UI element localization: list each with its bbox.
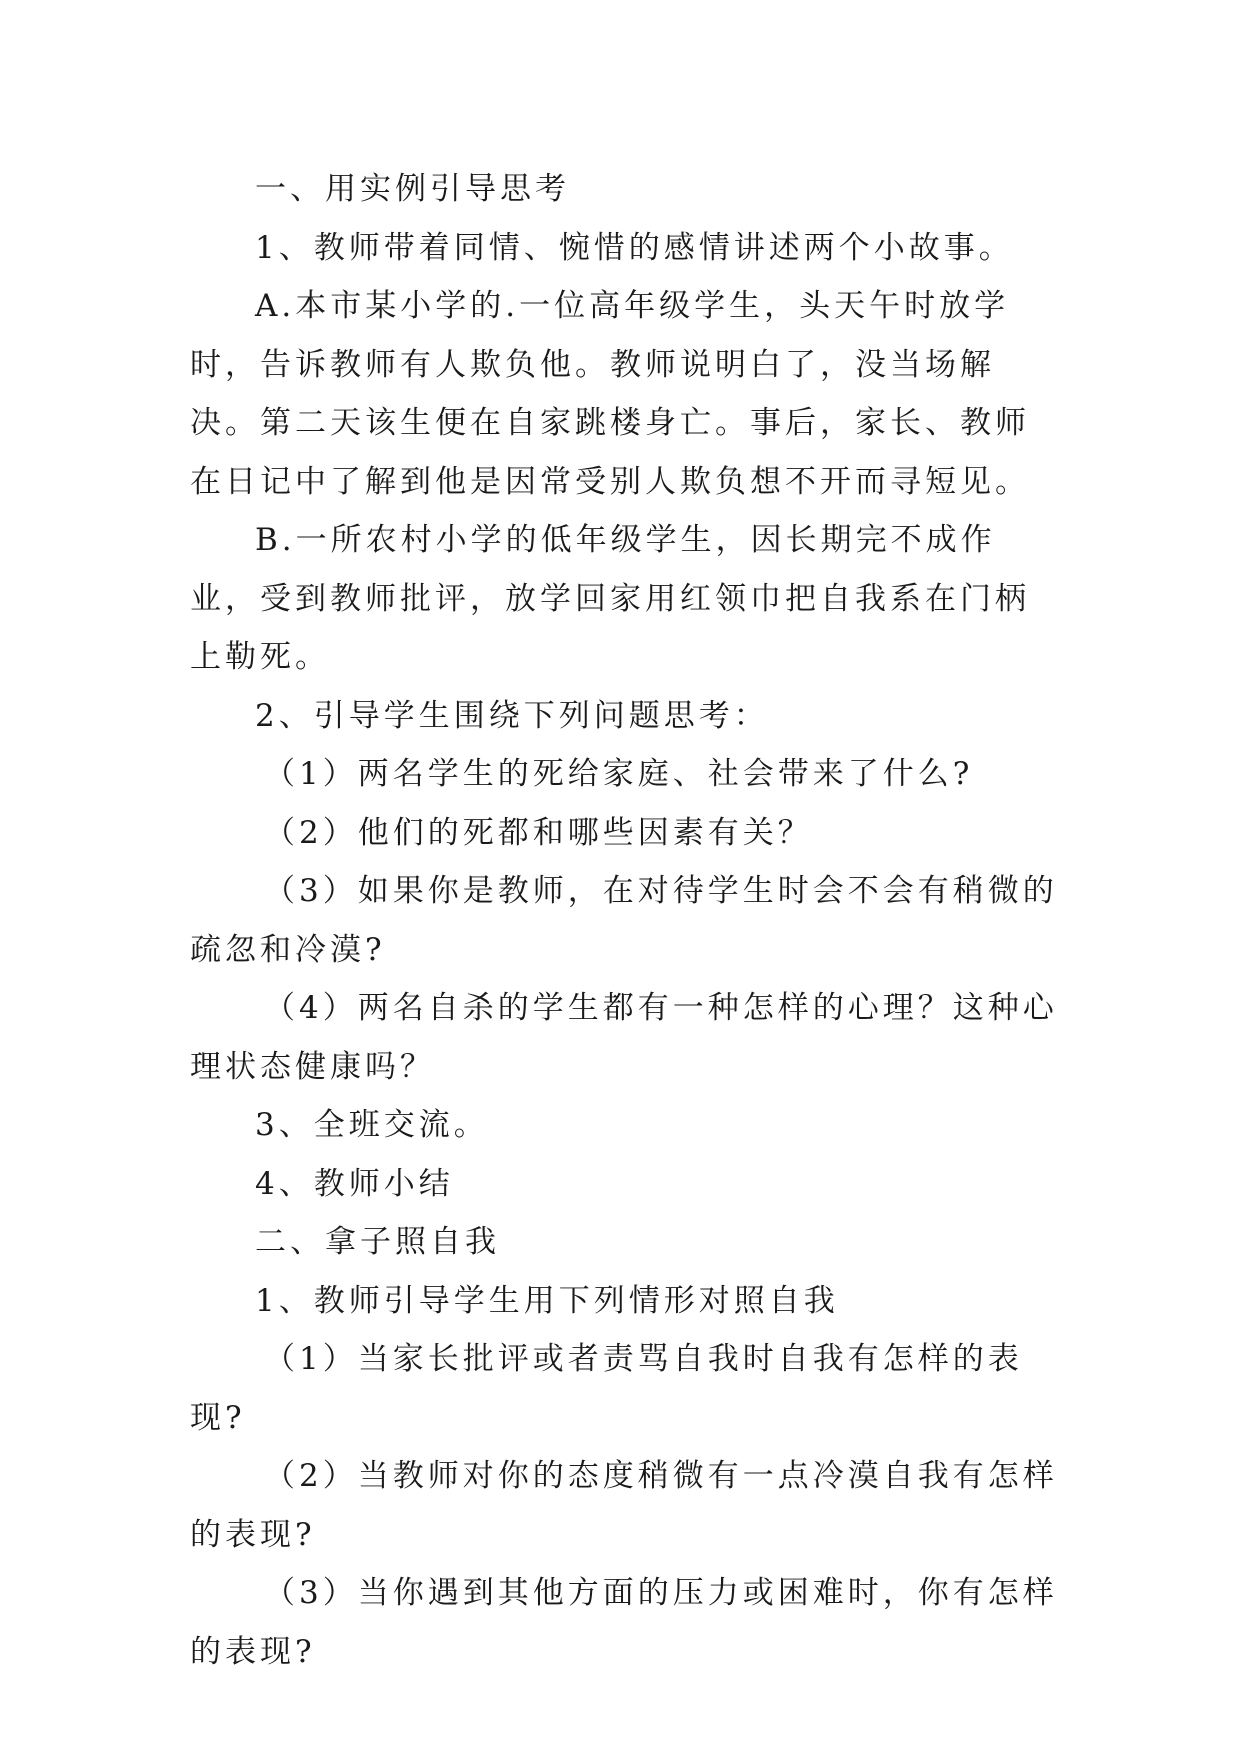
list-item-1: 1、教师带着同情、惋惜的感情讲述两个小故事。 (255, 229, 1014, 266)
list-item-4: 4、教师小结 (255, 1165, 454, 1202)
section-heading-1: 一、用实例引导思考 (255, 171, 570, 207)
list-item-2: 2、引导学生围绕下列问题思考： (255, 697, 769, 734)
question-4: （4）两名自杀的学生都有一种怎样的心理？这种心理状态健康吗？ (190, 990, 1058, 1085)
question-3: （3）如果你是教师，在对待学生时会不会有稍微的疏忽和冷漠? (190, 873, 1058, 968)
section-heading-2: 二、拿子照自我 (255, 1224, 500, 1260)
reflection-3: （3）当你遇到其他方面的压力或困难时，你有怎样的表现? (190, 1575, 1058, 1670)
list-item-2-1: 1、教师引导学生用下列情形对照自我 (255, 1282, 839, 1319)
question-1: （1）两名学生的死给家庭、社会带来了什么? (264, 756, 974, 792)
list-item-3: 3、全班交流。 (255, 1107, 489, 1143)
reflection-1: （1）当家长批评或者责骂自我时自我有怎样的表现? (190, 1341, 1023, 1436)
document-body (190, 160, 1060, 1681)
reflection-2: （2）当教师对你的态度稍微有一点冷漠自我有怎样的表现? (190, 1458, 1058, 1553)
story-a-paragraph: A.本市某小学的.一位高年级学生，头天午时放学时，告诉教师有人欺负他。教师说明白了，没当场解决。第二天该生便在自家跳楼身亡。事后，家长、教师在日记中了解到他是因常受别人欺负想不开而寻短见。 (190, 288, 1030, 500)
story-b-paragraph: B.一所农村小学的低年级学生，因长期完不成作业，受到教师批评，放学回家用红领巾把自我系在门柄上勒死。 (190, 522, 1030, 675)
question-2: （2）他们的死都和哪些因素有关？ (264, 814, 813, 851)
